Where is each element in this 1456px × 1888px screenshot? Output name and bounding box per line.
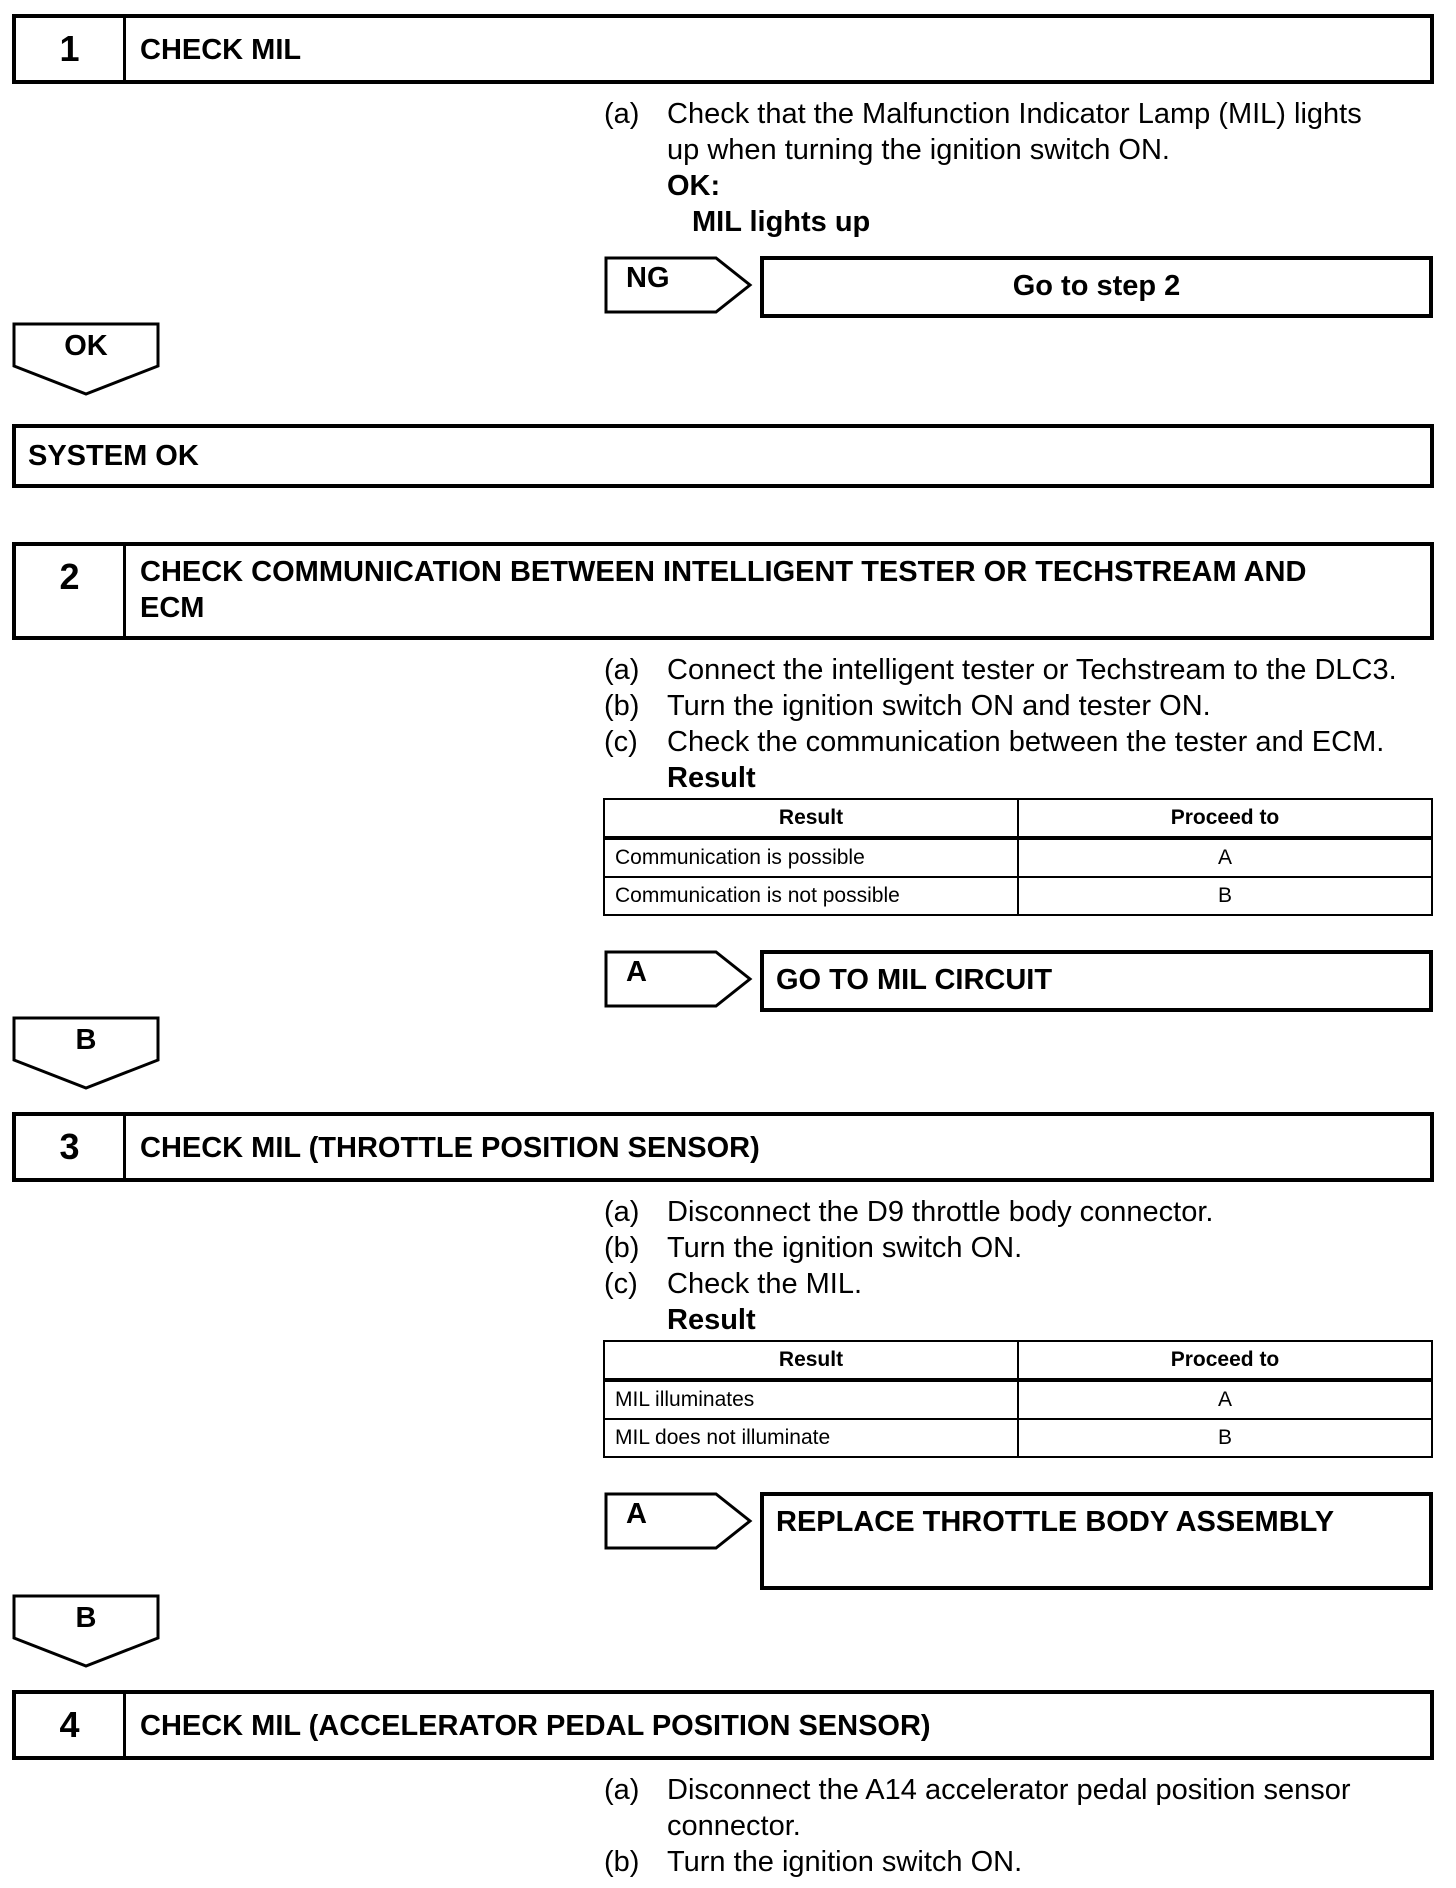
table-cell: A: [1018, 838, 1432, 877]
b-tag-label: B: [75, 1602, 97, 1634]
table-header-row: [604, 1341, 1432, 1380]
table-header-row: [604, 799, 1432, 838]
b-tag-label: B: [75, 1024, 97, 1056]
table-cell: MIL does not illuminate: [604, 1419, 1018, 1457]
result-table: [603, 1340, 1433, 1458]
step-title-line: ECM: [140, 592, 205, 624]
step-1-header: [12, 14, 1434, 84]
instruction-text: connector.: [667, 1810, 801, 1842]
system-ok-box: [12, 424, 1434, 488]
column-header: Proceed to: [1018, 799, 1432, 838]
instruction-label: (c): [604, 1268, 638, 1300]
ok-tag-label: OK: [64, 330, 108, 362]
a-arrow-tag: [604, 1492, 754, 1550]
table-row: [604, 1380, 1432, 1419]
instruction-text: up when turning the ignition switch ON.: [667, 134, 1170, 166]
a-target-box: GO TO MIL CIRCUIT: [760, 950, 1433, 1012]
step-4-header: [12, 1690, 1434, 1760]
step-title: CHECK MIL: [140, 34, 302, 66]
step-number: 1: [16, 18, 126, 80]
instruction-label: (b): [604, 1232, 640, 1264]
table-cell: B: [1018, 877, 1432, 915]
step-title: CHECK MIL (THROTTLE POSITION SENSOR): [140, 1132, 760, 1164]
ng-target-box: Go to step 2: [760, 256, 1433, 318]
table-row: [604, 838, 1432, 877]
instruction-text: Disconnect the A14 accelerator pedal position sensor: [667, 1774, 1351, 1806]
instruction-label: (b): [604, 1846, 640, 1878]
step-number: 2: [16, 546, 126, 636]
instruction-label: (a): [604, 1196, 640, 1228]
ng-tag-label: NG: [626, 262, 670, 294]
ok-down-tag: [12, 322, 160, 396]
system-ok-title: SYSTEM OK: [28, 440, 199, 472]
table-cell: B: [1018, 1419, 1432, 1457]
instruction-label: (b): [604, 690, 640, 722]
step-title: [140, 554, 1370, 626]
ok-value: MIL lights up: [692, 206, 871, 238]
instruction-text: Check the communication between the tester and ECM.: [667, 726, 1385, 758]
instruction-label: (c): [604, 726, 638, 758]
result-heading: Result: [667, 762, 756, 794]
column-header: Result: [604, 799, 1018, 838]
b-down-tag: [12, 1594, 160, 1668]
instruction-text: Turn the ignition switch ON.: [667, 1232, 1023, 1264]
instruction-text: Turn the ignition switch ON.: [667, 1846, 1023, 1878]
result-table: [603, 798, 1433, 916]
a-target-box: REPLACE THROTTLE BODY ASSEMBLY: [760, 1492, 1433, 1590]
instruction-label: (a): [604, 1774, 640, 1806]
column-header: Result: [604, 1341, 1018, 1380]
instruction-label: (a): [604, 98, 640, 130]
table-row: [604, 1419, 1432, 1457]
instruction-text: Turn the ignition switch ON and tester ON.: [667, 690, 1211, 722]
step-number: 3: [16, 1116, 126, 1178]
a-tag-label: A: [626, 1498, 647, 1530]
step-2-header: [12, 542, 1434, 640]
instruction-label: (a): [604, 654, 640, 686]
instruction-text: Connect the intelligent tester or Techstream to the DLC3.: [667, 654, 1397, 686]
result-heading: Result: [667, 1304, 756, 1336]
table-cell: Communication is not possible: [604, 877, 1018, 915]
a-arrow-tag: [604, 950, 754, 1008]
ok-label: OK:: [667, 170, 721, 202]
a-tag-label: A: [626, 956, 647, 988]
step-title: CHECK MIL (ACCELERATOR PEDAL POSITION SENSOR): [140, 1710, 931, 1742]
b-down-tag: [12, 1016, 160, 1090]
table-row: [604, 877, 1432, 915]
table-cell: A: [1018, 1380, 1432, 1419]
instruction-text: Check the MIL.: [667, 1268, 863, 1300]
instruction-text: Check that the Malfunction Indicator Lamp (MIL) lights: [667, 98, 1362, 130]
table-cell: MIL illuminates: [604, 1380, 1018, 1419]
ng-arrow-tag: [604, 256, 754, 314]
step-3-header: [12, 1112, 1434, 1182]
table-cell: Communication is possible: [604, 838, 1018, 877]
instruction-text: Disconnect the D9 throttle body connector.: [667, 1196, 1214, 1228]
step-title-line: CHECK COMMUNICATION BETWEEN INTELLIGENT TESTER OR TECHSTREAM AND: [140, 556, 1307, 588]
column-header: Proceed to: [1018, 1341, 1432, 1380]
step-number: 4: [16, 1694, 126, 1756]
